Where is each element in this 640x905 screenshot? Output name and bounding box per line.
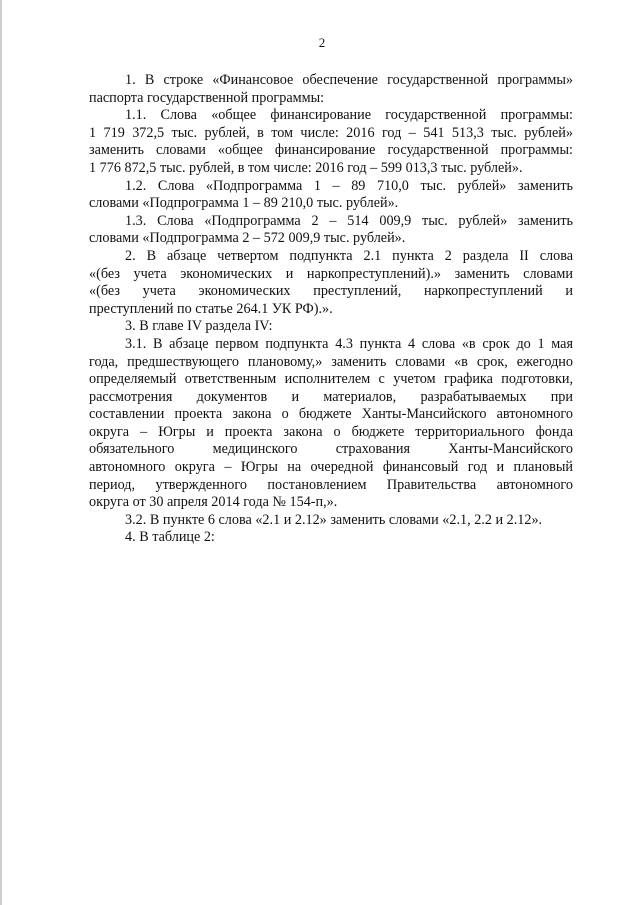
text-line: 1.3. Слова «Подпрограмма 2 – 514 009,9 тыс. рублей» заменить xyxy=(125,212,573,229)
text-line: автономного округа – Югры на очередной финансовый год и плановый xyxy=(89,459,573,476)
text-line: обязательного медицинского страхования Ханты-Мансийского xyxy=(89,441,573,458)
text-line: 3.2. В пункте 6 слова «2.1 и 2.12» заменить словами «2.1, 2.2 и 2.12». xyxy=(125,511,543,528)
text-line: рассмотрения документов и материалов, разрабатываемых при xyxy=(89,388,573,405)
document-body xyxy=(89,72,573,547)
text-line: 1.2. Слова «Подпрограмма 1 – 89 710,0 тыс. рублей» заменить xyxy=(125,177,573,194)
text-line: 1 776 872,5 тыс. рублей, в том числе: 2016 год – 599 013,3 тыс. рублей». xyxy=(89,159,523,176)
text-line: паспорта государственной программы: xyxy=(89,89,325,106)
text-line: 1 719 372,5 тыс. рублей, в том числе: 2016 год – 541 513,3 тыс. рублей» xyxy=(89,124,573,141)
text-line: словами «Подпрограмма 2 – 572 009,9 тыс. рублей». xyxy=(89,230,406,247)
text-line: определяемый ответственным исполнителем с учетом графика подготовки, xyxy=(89,371,573,388)
text-line: «(без учета экономических и наркопреступлений).» заменить словами xyxy=(89,265,573,282)
text-line: 1.1. Слова «общее финансирование государственной программы: xyxy=(125,107,573,124)
text-line: 3.1. В абзаце первом подпункта 4.3 пункта 4 слова «в срок до 1 мая xyxy=(125,335,573,352)
text-line: период, утвержденного постановлением Правительства автономного xyxy=(89,476,573,493)
text-line: 4. В таблице 2: xyxy=(125,529,215,546)
text-line: заменить словами «общее финансирование государственной программы: xyxy=(89,142,573,159)
text-line: составлении проекта закона о бюджете Ханты-Мансийского автономного xyxy=(89,406,573,423)
text-line: «(без учета экономических преступлений, наркопреступлений и xyxy=(89,283,573,300)
text-line: 3. В главе IV раздела IV: xyxy=(125,318,273,335)
text-line: 2. В абзаце четвертом подпункта 2.1 пункта 2 раздела II слова xyxy=(125,247,573,264)
text-line: преступлений по статье 264.1 УК РФ).». xyxy=(89,300,333,317)
text-line: года, предшествующего плановому,» заменить словами «в срок, ежегодно xyxy=(89,353,573,370)
text-line: округа от 30 апреля 2014 года № 154-п,». xyxy=(89,494,338,511)
text-line: округа – Югры и проекта закона о бюджете территориального фонда xyxy=(89,423,573,440)
text-line: 1. В строке «Финансовое обеспечение государственной программы» xyxy=(125,72,573,88)
page-number: 2 xyxy=(318,35,326,50)
text-line: словами «Подпрограмма 1 – 89 210,0 тыс. рублей». xyxy=(89,195,399,212)
